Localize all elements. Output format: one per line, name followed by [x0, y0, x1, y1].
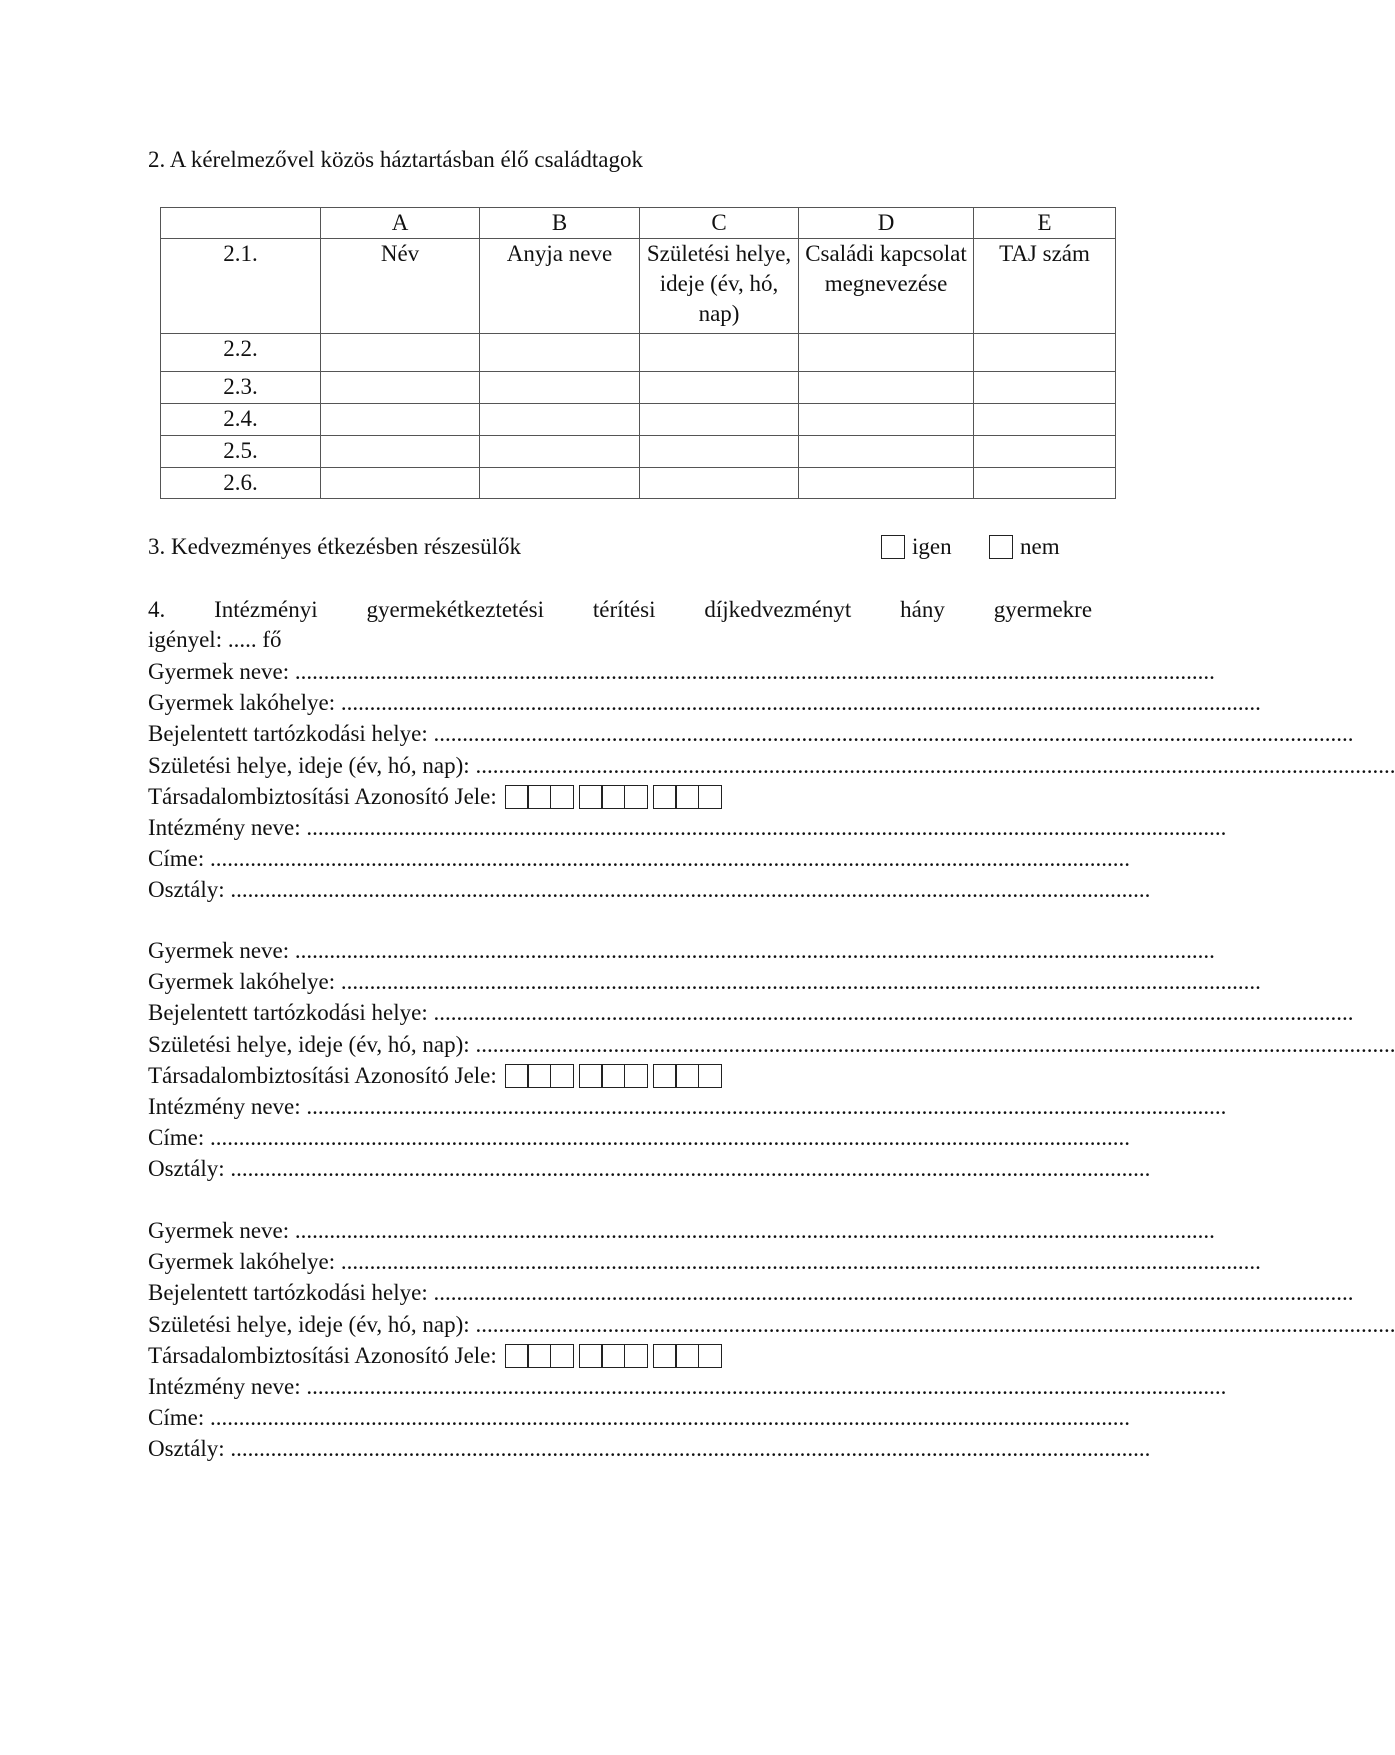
institution-label: Intézmény neve: [148, 815, 301, 840]
column-letter-d: D [799, 208, 974, 239]
table-cell[interactable] [640, 334, 799, 372]
yes-checkbox[interactable] [881, 535, 905, 559]
no-label: nem [1020, 534, 1060, 559]
taj-box-group [579, 1064, 648, 1088]
child-taj-field[interactable] [148, 1340, 727, 1371]
child-class-field[interactable] [148, 1153, 1151, 1184]
taj-boxes[interactable] [505, 1064, 727, 1088]
dotted-line[interactable]: ................................................................................................................................................................ [433, 1000, 1354, 1026]
taj-boxes[interactable] [505, 1344, 727, 1368]
table-cell[interactable] [640, 404, 799, 436]
table-cell[interactable] [640, 372, 799, 404]
table-row [161, 372, 1116, 404]
yes-label: igen [912, 534, 952, 559]
taj-digit-box[interactable] [505, 1344, 529, 1368]
section-4-question: 4. Intézményi gyermekétkeztetési térítési díjkedvezményt hány gyermekre [148, 597, 1093, 622]
dotted-line[interactable]: ................................................................................................................................................................ [475, 752, 1395, 778]
taj-digit-box[interactable] [653, 1064, 677, 1088]
table-cell[interactable] [799, 436, 974, 468]
section-2-title: 2. A kérelmezővel közös háztartásban élő családtagok [148, 147, 643, 172]
taj-digit-box[interactable] [505, 785, 529, 809]
table-cell[interactable] [321, 436, 480, 468]
address-label: Címe: [148, 1405, 205, 1431]
taj-digit-box[interactable] [550, 1344, 574, 1368]
class-label: Osztály: [148, 1156, 225, 1182]
row-label: 2.1. [161, 239, 321, 334]
taj-digit-box[interactable] [527, 1344, 551, 1368]
institution-label: Intézmény neve: [148, 1374, 301, 1399]
child-address-field[interactable] [148, 1402, 1130, 1433]
name-label: Gyermek neve: [148, 938, 290, 963]
table-cell[interactable] [480, 334, 640, 372]
address-label: Címe: [148, 846, 205, 872]
child-residence-field[interactable] [148, 1246, 1261, 1277]
taj-box-group [653, 785, 722, 809]
address-label: Címe: [148, 1125, 205, 1151]
taj-digit-box[interactable] [550, 1064, 574, 1088]
child-address-field[interactable] [148, 1122, 1130, 1153]
dotted-line[interactable]: ................................................................................................................................................................ [433, 721, 1354, 747]
table-cell[interactable] [321, 372, 480, 404]
child-class-field[interactable] [148, 1433, 1151, 1464]
table-row [161, 334, 1116, 372]
child-taj-field[interactable] [148, 1060, 727, 1091]
birth-label: Születési helye, ideje (év, hó, nap): [148, 1031, 470, 1057]
table-cell[interactable] [480, 468, 640, 499]
taj-label: Társadalombiztosítási Azonosító Jele: [148, 783, 497, 809]
dotted-line[interactable]: ................................................................................................................................................................ [340, 1249, 1261, 1275]
taj-digit-box[interactable] [527, 1064, 551, 1088]
residence-label: Gyermek lakóhelye: [148, 690, 336, 716]
column-letter-c: C [640, 208, 799, 239]
child-address-field[interactable] [148, 843, 1130, 874]
class-label: Osztály: [148, 877, 225, 903]
taj-digit-box[interactable] [698, 785, 722, 809]
table-cell[interactable] [799, 404, 974, 436]
taj-digit-box[interactable] [550, 785, 574, 809]
residence-label: Gyermek lakóhelye: [148, 1249, 336, 1275]
table-cell[interactable] [974, 372, 1116, 404]
taj-box-group [505, 785, 574, 809]
child-birth-field[interactable] [148, 1029, 1395, 1060]
child-birth-field[interactable] [148, 1309, 1395, 1340]
taj-digit-box[interactable] [624, 1064, 648, 1088]
child-residence-field[interactable] [148, 966, 1261, 997]
table-cell[interactable] [321, 468, 480, 499]
stay-label: Bejelentett tartózkodási helye: [148, 721, 428, 747]
taj-digit-box[interactable] [624, 785, 648, 809]
stay-label: Bejelentett tartózkodási helye: [148, 1000, 428, 1026]
table-row [161, 468, 1116, 499]
table-cell[interactable] [799, 372, 974, 404]
row-label: 2.4. [161, 404, 321, 436]
taj-digit-box[interactable] [653, 785, 677, 809]
table-cell[interactable] [480, 436, 640, 468]
dotted-line[interactable]: ................................................................................................................................................................ [475, 1311, 1395, 1337]
column-header-mother-name: Anyja neve [480, 239, 640, 334]
taj-digit-box[interactable] [675, 785, 699, 809]
dotted-line[interactable]: ................................................................................................................................................................ [433, 1280, 1354, 1306]
child-birth-field[interactable] [148, 750, 1395, 781]
taj-digit-box[interactable] [601, 1344, 625, 1368]
dotted-line[interactable]: ................................................................................................................................................................ [209, 1405, 1130, 1431]
name-label: Gyermek neve: [148, 1218, 290, 1243]
column-letter-b: B [480, 208, 640, 239]
child-stay-field[interactable] [148, 1277, 1354, 1308]
row-label: 2.5. [161, 436, 321, 468]
dotted-line[interactable]: ................................................................................................................................................................ [230, 877, 1151, 903]
stay-label: Bejelentett tartózkodási helye: [148, 1280, 428, 1306]
taj-label: Társadalombiztosítási Azonosító Jele: [148, 1342, 497, 1368]
column-header-relationship: Családi kapcsolat megnevezése [799, 239, 974, 334]
row-label: 2.2. [161, 334, 321, 372]
child-institution-field[interactable] [148, 1091, 1227, 1122]
taj-box-group [579, 1344, 648, 1368]
dotted-line[interactable]: ................................................................................................................................................................ [475, 1031, 1395, 1057]
taj-digit-box[interactable] [698, 1344, 722, 1368]
table-cell[interactable] [974, 404, 1116, 436]
name-label: Gyermek neve: [148, 659, 290, 684]
table-cell[interactable] [799, 334, 974, 372]
dotted-line[interactable]: ................................................................................................................................................................ [294, 1218, 1215, 1243]
taj-digit-box[interactable] [653, 1344, 677, 1368]
table-column-letters-row [161, 208, 1116, 239]
table-cell[interactable] [974, 468, 1116, 499]
column-letter-e: E [974, 208, 1116, 239]
dotted-line[interactable]: ................................................................................................................................................................ [306, 1094, 1227, 1119]
taj-box-group [505, 1064, 574, 1088]
table-cell[interactable] [321, 334, 480, 372]
table-cell[interactable] [799, 468, 974, 499]
taj-box-group [579, 785, 648, 809]
dotted-line[interactable]: ................................................................................................................................................................ [294, 659, 1215, 684]
taj-digit-box[interactable] [698, 1064, 722, 1088]
table-row [161, 404, 1116, 436]
class-label: Osztály: [148, 1436, 225, 1462]
taj-digit-box[interactable] [601, 1064, 625, 1088]
child-name-field[interactable] [148, 935, 1215, 966]
table-header-row [161, 239, 1116, 334]
taj-digit-box[interactable] [579, 785, 603, 809]
child-class-field[interactable] [148, 874, 1151, 905]
taj-digit-box[interactable] [527, 785, 551, 809]
taj-digit-box[interactable] [505, 1064, 529, 1088]
row-label: 2.3. [161, 372, 321, 404]
child-institution-field[interactable] [148, 1371, 1227, 1402]
dotted-line[interactable]: ................................................................................................................................................................ [230, 1156, 1151, 1182]
column-header-birth: Születési helye, ideje (év, hó, nap) [640, 239, 799, 334]
taj-digit-box[interactable] [579, 1064, 603, 1088]
no-checkbox[interactable] [989, 535, 1013, 559]
table-row [161, 436, 1116, 468]
family-members-table [160, 207, 1116, 499]
taj-digit-box[interactable] [601, 785, 625, 809]
child-institution-field[interactable] [148, 812, 1227, 843]
child-stay-field[interactable] [148, 997, 1354, 1028]
table-cell[interactable] [974, 334, 1116, 372]
children-count-line: igényel: ..... fő [148, 627, 282, 652]
row-label: 2.6. [161, 468, 321, 499]
dotted-line[interactable]: ................................................................................................................................................................ [306, 815, 1227, 840]
taj-boxes[interactable] [505, 785, 727, 809]
table-cell[interactable] [480, 372, 640, 404]
dotted-line[interactable]: ................................................................................................................................................................ [340, 690, 1261, 716]
taj-label: Társadalombiztosítási Azonosító Jele: [148, 1062, 497, 1088]
dotted-line[interactable]: ................................................................................................................................................................ [340, 969, 1261, 995]
table-cell[interactable] [321, 404, 480, 436]
child-taj-field[interactable] [148, 781, 727, 812]
column-letter-a: A [321, 208, 480, 239]
taj-digit-box[interactable] [675, 1344, 699, 1368]
taj-box-group [653, 1064, 722, 1088]
taj-digit-box[interactable] [675, 1064, 699, 1088]
dotted-line[interactable]: ................................................................................................................................................................ [306, 1374, 1227, 1399]
child-residence-field[interactable] [148, 687, 1261, 718]
dotted-line[interactable]: ................................................................................................................................................................ [209, 846, 1130, 872]
birth-label: Születési helye, ideje (év, hó, nap): [148, 1311, 470, 1337]
section-3-title: 3. Kedvezményes étkezésben részesülők [148, 534, 521, 559]
taj-digit-box[interactable] [624, 1344, 648, 1368]
residence-label: Gyermek lakóhelye: [148, 969, 336, 995]
table-cell[interactable] [640, 468, 799, 499]
child-name-field[interactable] [148, 1215, 1215, 1246]
table-cell[interactable] [480, 404, 640, 436]
table-cell[interactable] [640, 436, 799, 468]
taj-box-group [653, 1344, 722, 1368]
table-cell[interactable] [974, 436, 1116, 468]
column-header-name: Név [321, 239, 480, 334]
table-corner-cell [161, 208, 321, 239]
column-header-taj: TAJ szám [974, 239, 1116, 334]
child-stay-field[interactable] [148, 718, 1354, 749]
institution-label: Intézmény neve: [148, 1094, 301, 1119]
taj-box-group [505, 1344, 574, 1368]
child-name-field[interactable] [148, 656, 1215, 687]
birth-label: Születési helye, ideje (év, hó, nap): [148, 752, 470, 778]
dotted-line[interactable]: ................................................................................................................................................................ [294, 938, 1215, 963]
dotted-line[interactable]: ................................................................................................................................................................ [209, 1125, 1130, 1151]
taj-digit-box[interactable] [579, 1344, 603, 1368]
dotted-line[interactable]: ................................................................................................................................................................ [230, 1436, 1151, 1462]
